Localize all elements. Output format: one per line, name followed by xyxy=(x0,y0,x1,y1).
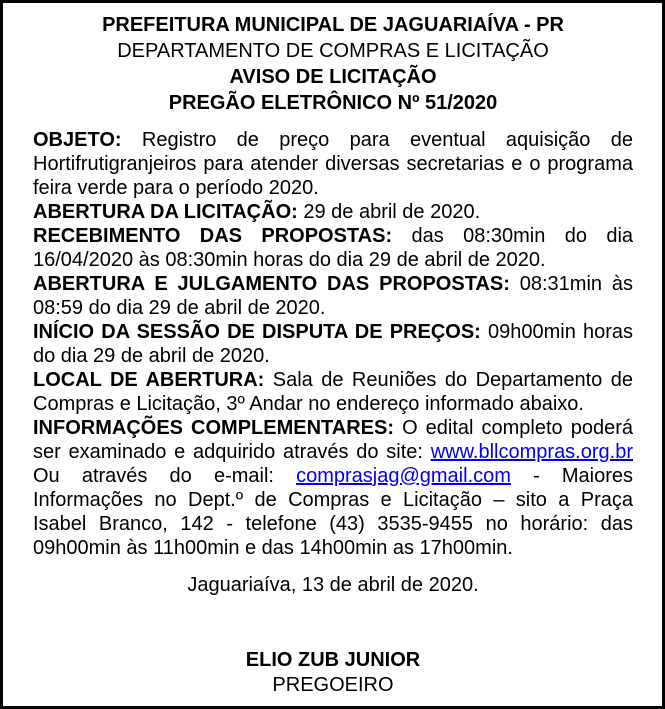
section-inicio-disputa-label: INÍCIO DA SESSÃO DE DISPUTA DE PREÇOS: xyxy=(33,321,481,343)
section-informacoes-complementares xyxy=(33,416,633,560)
section-objeto-label: OBJETO: xyxy=(33,129,122,151)
section-informacoes-text-3: - Maiores Informações no Dept.º de Compras e Licitação – sito a Praça Isabel Branco, 142 - telefone (43) 3535-9455 no horário: das 09h00min às 11h00min e das 14h00min as 17h00min. xyxy=(33,465,633,559)
section-abertura-licitacao-text: 29 de abril de 2020. xyxy=(297,201,481,223)
section-local-abertura-text: Sala de Reuniões do Departamento de Compras e Licitação, 3º Andar no endereço informado abaixo. xyxy=(33,369,633,415)
section-abertura-julgamento xyxy=(33,272,633,320)
org-title: PREFEITURA MUNICIPAL DE JAGUARIAÍVA - PR xyxy=(102,14,564,36)
notice-body xyxy=(33,128,633,560)
signature-block xyxy=(33,648,633,698)
section-informacoes-text-2: Ou através do e-mail: xyxy=(33,465,297,487)
section-inicio-disputa-text: 09h00min horas do dia 29 de abril de 2020. xyxy=(33,321,633,367)
section-recebimento-propostas-text: das 08:30min do dia 16/04/2020 às 08:30min horas do dia 29 de abril de 2020. xyxy=(33,225,634,271)
email-link[interactable]: comprasjag@gmail.com xyxy=(296,465,511,487)
notice-type-title: AVISO DE LICITAÇÃO xyxy=(229,66,437,88)
signer-role: PREGOEIRO xyxy=(272,674,394,696)
section-informacoes-label: INFORMAÇÕES COMPLEMENTARES: xyxy=(33,417,395,439)
section-recebimento-propostas-label: RECEBIMENTO DAS PROPOSTAS: xyxy=(33,225,393,247)
document-header xyxy=(33,12,633,116)
place-date-line: Jaguariaíva, 13 de abril de 2020. xyxy=(187,574,479,596)
section-recebimento-propostas xyxy=(33,224,633,272)
section-abertura-licitacao-label: ABERTURA DA LICITAÇÃO: xyxy=(33,201,298,223)
site-link[interactable]: www.bllcompras.org.br xyxy=(430,441,633,463)
signer-name: ELIO ZUB JUNIOR xyxy=(245,649,421,671)
section-inicio-disputa xyxy=(33,320,633,368)
section-local-abertura-label: LOCAL DE ABERTURA: xyxy=(33,369,265,391)
section-abertura-julgamento-text: 08:31min às 08:59 do dia 29 de abril de 2020. xyxy=(33,273,633,319)
section-abertura-licitacao xyxy=(33,200,633,224)
section-objeto xyxy=(33,128,633,200)
section-informacoes-text-1: O edital completo poderá ser examinado e adquirido através do site: xyxy=(33,417,634,463)
department-title: DEPARTAMENTO DE COMPRAS E LICITAÇÃO xyxy=(117,40,549,62)
section-abertura-julgamento-label: ABERTURA E JULGAMENTO DAS PROPOSTAS: xyxy=(33,273,510,295)
auction-number-title: PREGÃO ELETRÔNICO Nº 51/2020 xyxy=(168,92,498,114)
section-local-abertura xyxy=(33,368,633,416)
section-objeto-text: Registro de preço para eventual aquisição de Hortifrutigranjeiros para atender diversas secretarias e o programa feira verde para o período 2020. xyxy=(33,129,633,199)
